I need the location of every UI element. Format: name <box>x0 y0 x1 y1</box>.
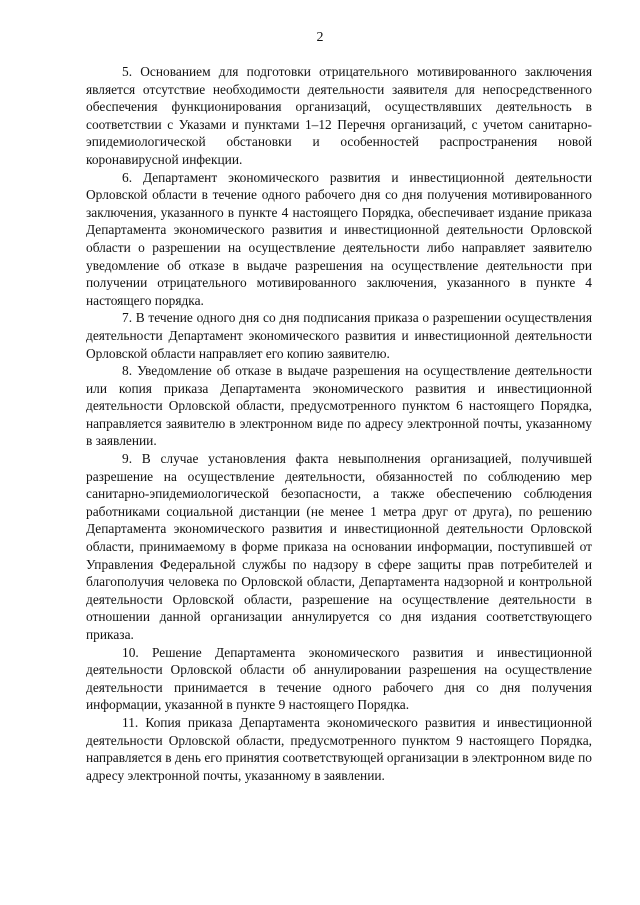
paragraph-9: 9. В случае установления факта невыполнения организацией, получившей разрешение на осуществление деятельности, обязанностей по соблюдению мер санитарно-эпидемиологической безопасности, а также обеспечению соблюдения работниками социальной дистанции (не менее 1 метра друг от друга), по решению Департамента экономического развития и инвестиционной деятельности Орловской области, принимаемому в форме приказа на основании информации, поступившей от Управления Федеральной службы по надзору в сфере защиты прав потребителей и благополучия человека по Орловской области, Департамента надзорной и контрольной деятельности Орловской области, разрешение на осуществление деятельности в отношении данной организации аннулируется со дня издания соответствующего приказа. <box>86 451 592 642</box>
page-number: 2 <box>316 30 324 45</box>
paragraph-10: 10. Решение Департамента экономического развития и инвестиционной деятельности Орловской области об аннулировании разрешения на осуществление деятельности принимается в течение одного рабочего дня со дня получения информации, указанной в пункте 9 настоящего Порядка. <box>86 644 592 713</box>
paragraph-6: 6. Департамент экономического развития и инвестиционной деятельности Орловской области в течение одного рабочего дня со дня получения мотивированного заключения, указанного в пункте 4 настоящего Порядка, обеспечивает издание приказа Департамента экономического развития и инвестиционной деятельности Орловской области о разрешении на осуществление деятельности либо направляет заявителю уведомление об отказе в выдаче разрешения на осуществление деятельности при получении отрицательного мотивированного заключения, указанного в пункте 4 настоящего порядка. <box>86 169 592 308</box>
paragraph-7: 7. В течение одного дня со дня подписания приказа о разрешении осуществления деятельности Департамент экономического развития и инвестиционной деятельности Орловской области направляет его копию заявителю. <box>86 310 592 361</box>
paragraph-11: 11. Копия приказа Департамента экономического развития и инвестиционной деятельности Орловской области, предусмотренного пунктом 9 настоящего Порядка, направляется в день его принятия соответствующей организации в электронном виде по адресу электронной почты, указанному в заявлении. <box>86 714 592 783</box>
paragraph-8: 8. Уведомление об отказе в выдаче разрешения на осуществление деятельности или копия приказа Департамента экономического развития и инвестиционной деятельности Орловской области, предусмотренного пунктом 6 настоящего Порядка, направляется заявителю в электронном виде по адресу электронной почты, указанному в заявлении. <box>86 363 592 449</box>
paragraph-5: 5. Основанием для подготовки отрицательного мотивированного заключения является отсутствие необходимости деятельности заявителя для непосредственного обеспечения функционирования организаций, осуществлявших деятельность в соответствии с Указами и пунктами 1–12 Перечня организаций, с учетом санитарно-эпидемиологической обстановки и особенностей распространения новой коронавирусной инфекции. <box>86 64 592 167</box>
document-body <box>86 63 592 784</box>
